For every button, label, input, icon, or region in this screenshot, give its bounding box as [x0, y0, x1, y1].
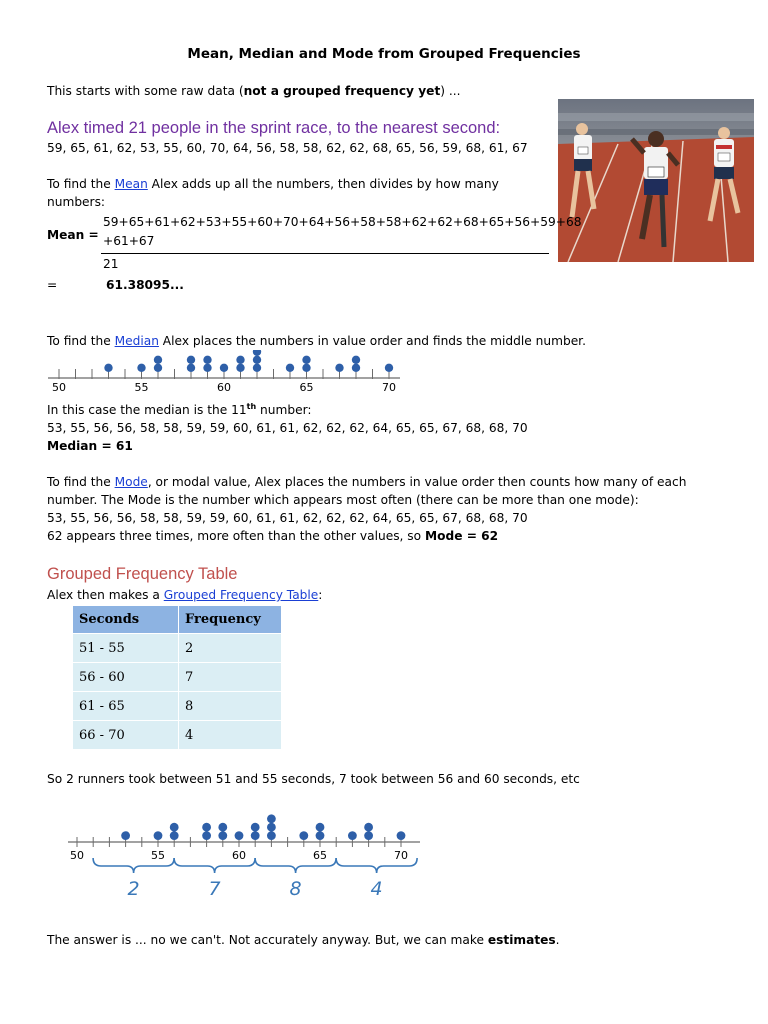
axis-label: 50 — [52, 381, 66, 394]
data-dot — [348, 831, 357, 840]
table-cell-frequency: 4 — [179, 721, 282, 750]
group-count-label: 2 — [127, 878, 140, 900]
intro-text: This starts with some raw data (not a grouped frequency yet) ... — [47, 84, 461, 98]
data-dot — [218, 831, 227, 840]
median-link[interactable]: Median — [114, 334, 159, 348]
median-result: Median = 61 — [47, 439, 133, 453]
data-dot — [236, 356, 244, 364]
table-cell-frequency: 7 — [179, 663, 282, 692]
mean-denominator: 21 — [103, 257, 119, 271]
table-header-row — [73, 606, 282, 634]
table-cell-seconds: 56 - 60 — [73, 663, 179, 692]
data-dot — [236, 364, 244, 372]
grouped-frequency-table — [72, 605, 282, 750]
mode-sorted: 53, 55, 56, 56, 58, 58, 59, 59, 60, 61, 61, 62, 62, 62, 64, 65, 65, 67, 68, 68, 70 — [47, 511, 528, 525]
data-dot — [154, 356, 162, 364]
axis-label: 60 — [232, 849, 246, 862]
mean-numerator-cont: +61+67 — [103, 234, 155, 248]
grouped-note: So 2 runners took between 51 and 55 seconds, 7 took between 56 and 60 seconds, etc — [47, 772, 580, 786]
data-dot — [202, 831, 211, 840]
fraction-line — [101, 253, 549, 254]
median-dot-plot — [44, 350, 404, 402]
mean-numerator: 59+65+61+62+53+55+60+70+64+56+58+58+62+62+68+65+56+59+68 — [103, 215, 582, 229]
grouped-intro: Alex then makes a Grouped Frequency Table: — [47, 588, 323, 602]
grouped-table-link[interactable]: Grouped Frequency Table — [163, 588, 319, 602]
data-dot — [202, 823, 211, 832]
data-dot — [335, 364, 343, 372]
table-cell-seconds: 66 - 70 — [73, 721, 179, 750]
data-dot — [251, 823, 260, 832]
grouped-dot-plot — [64, 812, 426, 912]
axis-label: 55 — [151, 849, 165, 862]
data-dot — [267, 814, 276, 823]
data-dot — [253, 356, 261, 364]
data-dot — [253, 350, 261, 356]
table-row — [73, 663, 282, 692]
data-dot — [352, 364, 360, 372]
raw-data: 59, 65, 61, 62, 53, 55, 60, 70, 64, 56, 58, 58, 62, 62, 68, 65, 56, 59, 68, 61, 67 — [47, 141, 528, 155]
data-dot — [154, 831, 163, 840]
mode-link[interactable]: Mode — [114, 475, 148, 489]
data-dot — [235, 831, 244, 840]
data-dot — [170, 823, 179, 832]
median-case: In this case the median is the 11th number: — [47, 402, 312, 418]
mean-intro: To find the Mean Alex adds up all the numbers, then divides by how many — [47, 177, 499, 191]
grouped-heading: Grouped Frequency Table — [47, 565, 238, 583]
data-dot — [137, 364, 145, 372]
table-row — [73, 634, 282, 663]
data-dot — [251, 831, 260, 840]
data-dot — [253, 364, 261, 372]
mean-label: Mean = — [47, 228, 99, 242]
table-cell-seconds: 51 - 55 — [73, 634, 179, 663]
data-dot — [364, 831, 373, 840]
data-dot — [397, 831, 406, 840]
table-row — [73, 692, 282, 721]
data-dot — [104, 364, 112, 372]
mode-intro-line2: number. The Mode is the number which appears most often (there can be more than one mode): — [47, 493, 639, 507]
column-header-frequency: Frequency — [179, 606, 282, 634]
data-dot — [203, 356, 211, 364]
median-sorted: 53, 55, 56, 56, 58, 58, 59, 59, 60, 61, 61, 62, 62, 62, 64, 65, 65, 67, 68, 68, 70 — [47, 421, 528, 435]
data-dot — [220, 364, 228, 372]
axis-label: 70 — [394, 849, 408, 862]
axis-label: 55 — [134, 381, 149, 394]
data-dot — [302, 356, 310, 364]
data-dot — [364, 823, 373, 832]
page-title: Mean, Median and Mode from Grouped Frequencies — [187, 46, 581, 62]
data-dot — [187, 364, 195, 372]
data-dot — [352, 356, 360, 364]
data-dot — [218, 823, 227, 832]
data-dot — [121, 831, 130, 840]
mean-equals: = — [47, 278, 58, 292]
data-dot — [267, 823, 276, 832]
group-count-label: 7 — [208, 878, 221, 900]
sprint-race-photo — [558, 99, 754, 262]
mean-intro-line2: numbers: — [47, 195, 106, 209]
data-dot — [286, 364, 294, 372]
data-dot — [203, 364, 211, 372]
column-header-seconds: Seconds — [73, 606, 179, 634]
data-dot — [267, 831, 276, 840]
data-dot — [299, 831, 308, 840]
data-dot — [385, 364, 393, 372]
table-cell-frequency: 8 — [179, 692, 282, 721]
mode-conclusion: 62 appears three times, more often than the other values, so Mode = 62 — [47, 529, 499, 543]
data-dot — [154, 364, 162, 372]
axis-label: 50 — [70, 849, 84, 862]
data-dot — [170, 831, 179, 840]
closing-text: The answer is ... no we can't. Not accurately anyway. But, we can make estimates. — [47, 933, 560, 947]
axis-label: 70 — [382, 381, 396, 394]
data-dot — [302, 364, 310, 372]
mean-result: 61.38095... — [106, 278, 184, 292]
group-count-label: 4 — [370, 878, 383, 900]
data-dot — [187, 356, 195, 364]
axis-label: 60 — [217, 381, 231, 394]
data-dot — [316, 823, 325, 832]
table-cell-frequency: 2 — [179, 634, 282, 663]
data-dot — [316, 831, 325, 840]
table-cell-seconds: 61 - 65 — [73, 692, 179, 721]
mean-link[interactable]: Mean — [114, 177, 148, 191]
group-count-label: 8 — [289, 878, 302, 900]
mode-intro: To find the Mode, or modal value, Alex places the numbers in value order then counts how many of each — [47, 475, 687, 489]
axis-label: 65 — [299, 381, 314, 394]
median-intro: To find the Median Alex places the numbers in value order and finds the middle number. — [47, 334, 586, 348]
axis-label: 65 — [313, 849, 327, 862]
sprint-heading: Alex timed 21 people in the sprint race, to the nearest second: — [47, 119, 501, 137]
table-row — [73, 721, 282, 750]
